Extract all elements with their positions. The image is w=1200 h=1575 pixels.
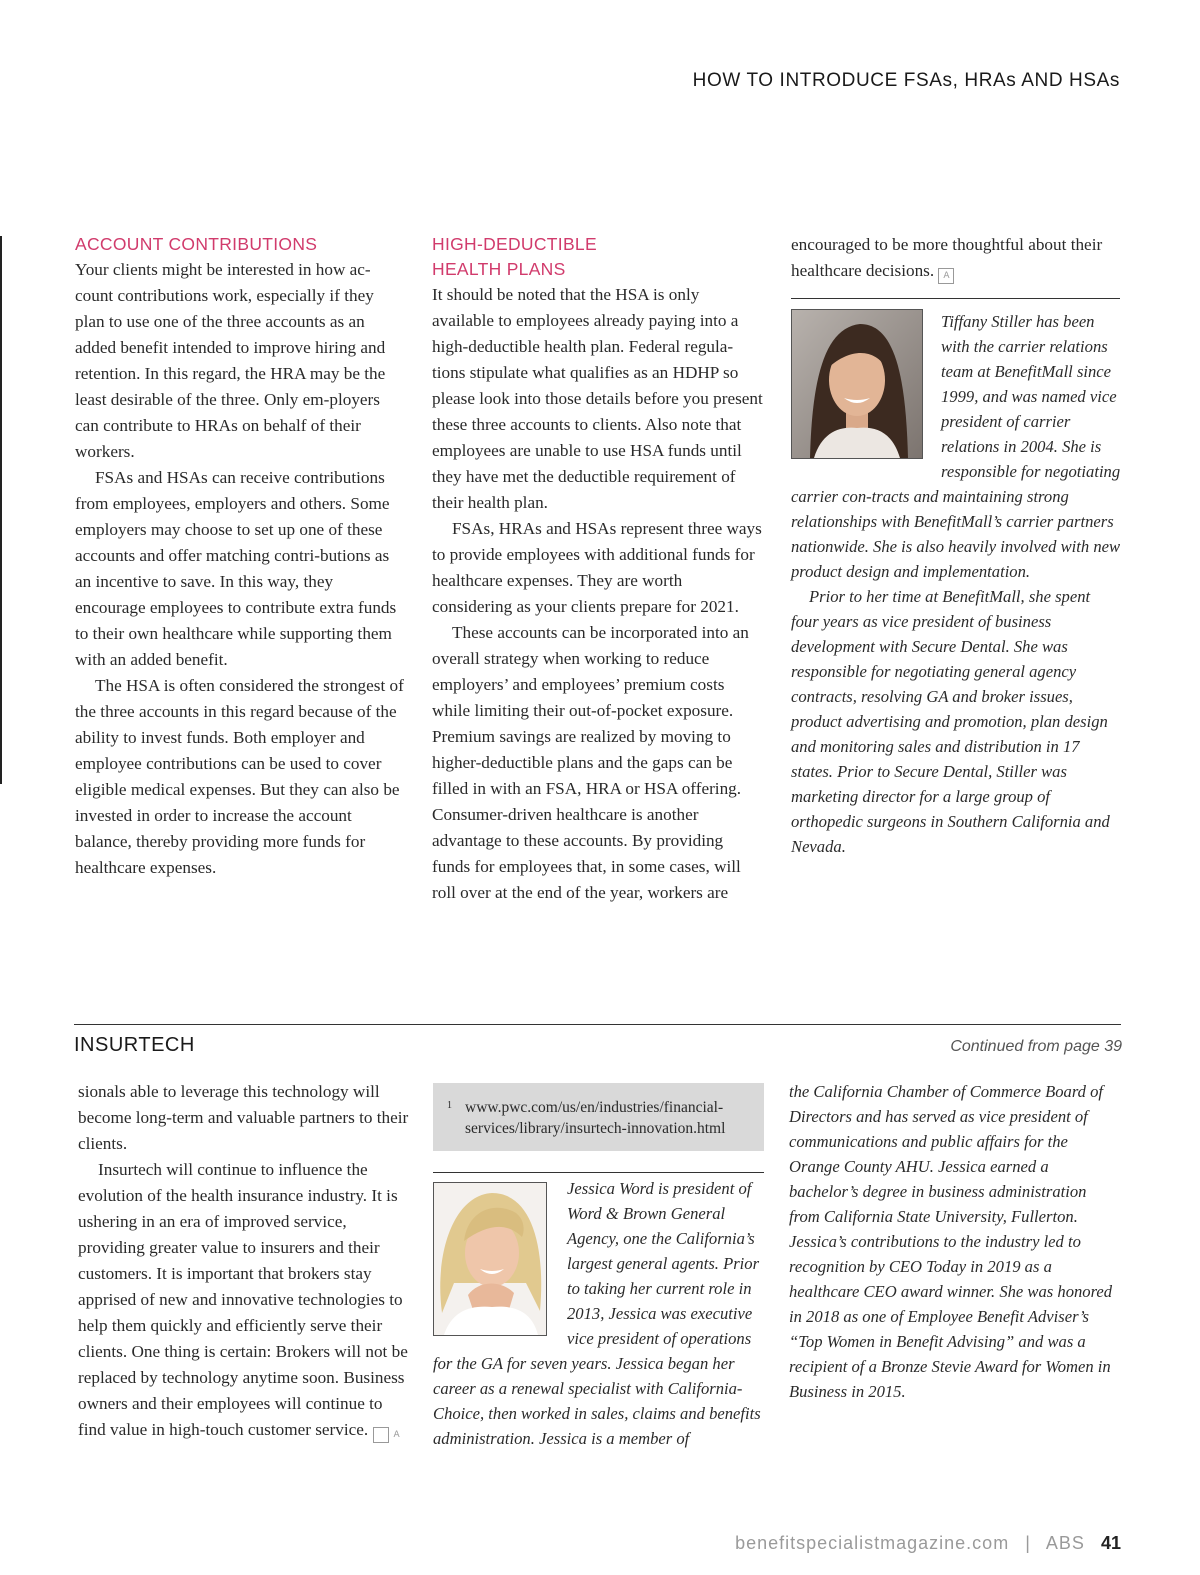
author-bio-stiller [791, 309, 1121, 859]
paragraph: The HSA is often considered the strongest of the three accounts in this regard because of the ability to invest funds. Both employer and employee contributions can be used to cover eligible medical expenses. But they can also be invested in order to increase the account balance, thereby providing more funds for healthcare expenses. [75, 676, 404, 877]
bio-paragraph: Prior to her time at BenefitMall, she spent four years as vice president of business development with Secure Dental. She was responsible for negotiating general agency contracts, resolving GA and broker issues, product advertising and promotion, plan design and monitoring sales and distribution in 17 states. Prior to Secure Dental, Stiller was marketing director for a large group of orthopedic surgeons in Southern California and Nevada. [791, 587, 1110, 856]
article-column-1 [75, 232, 407, 881]
paragraph: encouraged to be more thoughtful about their healthcare decisions. A [791, 232, 1121, 284]
page-number: 41 [1100, 1533, 1121, 1553]
paragraph: FSAs and HSAs can receive contributions from employees, employers and others. Some employers may choose to set up one of these accounts and offer matching contri-butions as an incentive to save. In this way, they encourage employees to contribute extra funds to their own healthcare while supporting them with an added benefit. [75, 468, 397, 669]
footer-separator: | [1025, 1533, 1031, 1553]
article-column-3 [791, 232, 1121, 284]
bio-rule [433, 1172, 764, 1173]
author-photo-stiller [791, 309, 923, 459]
article-column-2 [432, 232, 764, 906]
page-footer [735, 1533, 1121, 1554]
footer-site: benefitspecialistmagazine.com [735, 1533, 1010, 1553]
section-heading: HIGH-DEDUCTIBLE HEALTH PLANS [432, 234, 597, 279]
section-title: INSURTECH [74, 1034, 195, 1056]
author-photo-word [433, 1182, 547, 1336]
paragraph: sionals able to leverage this technology will become long-term and valuable partners to their clients. [78, 1082, 409, 1153]
paragraph: These accounts can be incorporated into an overall strategy when working to reduce employers’ and employees’ premium costs while limiting their out-of-pocket exposure. Premium savings are realized by moving to higher-deductible plans and the gaps can be filled in with an FSA, HRA or HSA offering. Consumer-driven healthcare is another advantage to these accounts. By providing funds for employees that, in some cases, will roll over at the end of the year, workers are [432, 623, 749, 902]
continued-from: Continued from page 39 [950, 1038, 1122, 1055]
bio-paragraph: the California Chamber of Commerce Board of Directors and has served as vice president of communications and public affairs for the Orange County AHU. Jessica earned a bachelor’s degree in business administration from California State University, Fullerton. Jessica’s contributions to the industry led to recognition by CEO Today in 2019 as a healthcare CEO award winner. She was honored in 2018 as one of Employee Benefit Adviser’s “Top Women in Benefit Advising” and was a recipient of a Bronze Stevie Award for Women in Business in 2015. [789, 1082, 1113, 1401]
running-title: HOW TO INTRODUCE FSAs, HRAs AND HSAs [692, 70, 1120, 91]
section-heading: ACCOUNT CONTRIBUTIONS [75, 234, 318, 254]
paragraph: Insurtech will continue to influence the evolution of the health insurance industry. It is ushering in an era of improved service, providing greater value to insurers and their customers. It is important that brokers stay apprised of new and innovative technologies to help them quickly and efficiently serve their clients. One thing is certain: Brokers will not be replaced by technology anytime soon. Business owners and their employees will continue to find value in high-touch customer service. A [78, 1157, 410, 1443]
paragraph: It should be noted that the HSA is only available to employees already paying into a high-deductible health plan. Federal regula-tions stipulate what qualifies as an HDHP so please look into those details before you present these three accounts to clients. Also note that employees are unable to use HSA funds until they have met the deductible requirement of their health plan. [432, 285, 763, 512]
paragraph: FSAs, HRAs and HSAs represent three ways to provide employees with additional funds for healthcare expenses. They are worth considering as your clients prepare for 2021. [432, 519, 762, 616]
bio-paragraph: Tiffany Stiller has been with the carrier relations team at BenefitMall since 1999, and was named vice president of carrier relations in 2004. She is responsible for negotiating carrier con-tracts and maintaining strong relationships with BenefitMall’s carrier partners nationwide. She is also heavily involved with new product design and implementation. [791, 312, 1121, 581]
footer-publication: ABS [1045, 1533, 1085, 1553]
margin-rule [0, 236, 2, 784]
paragraph: Your clients might be interested in how ac-count contributions work, especially if they plan to use one of the three accounts as an added benefit intended to improve hiring and retention. In this regard, the HRA may be the least desirable of the three. Only em-ployers can contribute to HRAs on behalf of their workers. [75, 260, 386, 461]
footnote-number: 1 [447, 1100, 452, 1111]
end-mark-icon: A [938, 268, 954, 284]
footnote [433, 1083, 764, 1151]
insurtech-column-1 [78, 1079, 410, 1443]
author-bio-word [433, 1176, 765, 1451]
bio-rule [791, 298, 1120, 299]
end-mark-icon: A [373, 1427, 389, 1443]
section-rule [74, 1024, 1121, 1025]
bio-paragraph: Jessica Word is president of Word & Brown General Agency, one the California’s largest general agents. Prior to taking her current role in 2013, Jessica was executive vice president of operations for the GA for seven years. Jessica began her career as a renewal specialist with California-Choice, then worked in sales, claims and benefits administration. Jessica is a member of [433, 1179, 761, 1448]
footnote-text: www.pwc.com/us/en/industries/financial-services/library/insurtech-innovation.html [465, 1099, 726, 1137]
author-bio-word-continued [789, 1079, 1121, 1404]
